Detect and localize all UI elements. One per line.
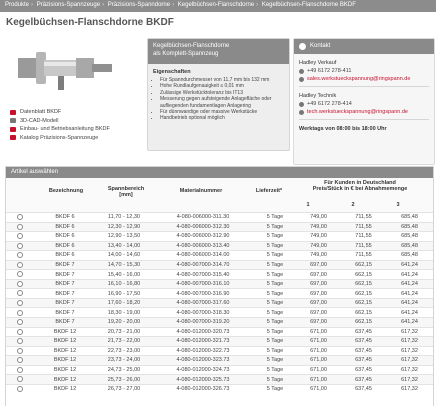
- cell-range: 21,73 - 22,00: [96, 337, 152, 347]
- cell-price-1: 671,00: [296, 375, 341, 385]
- cell-delivery: 5 Tage: [254, 232, 296, 242]
- cell-price-2: 711,55: [341, 222, 386, 232]
- cell-price-3: 617,32: [386, 356, 433, 366]
- link-manual[interactable]: Einbau- und Betriebsanleitung BKDF: [10, 125, 110, 134]
- cell-designation: BKDF 12: [34, 356, 96, 366]
- cell-range: 23,73 - 24,00: [96, 356, 152, 366]
- cell-range: 12,30 - 12,90: [96, 222, 152, 232]
- table-row[interactable]: [6, 260, 433, 270]
- cell-delivery: 5 Tage: [254, 260, 296, 270]
- radio-icon[interactable]: [17, 233, 23, 239]
- select-radio[interactable]: [6, 251, 34, 261]
- col-designation: Bezeichnung: [48, 188, 84, 194]
- select-radio[interactable]: [6, 260, 34, 270]
- radio-icon[interactable]: [17, 224, 23, 230]
- cell-range: 16,90 - 17,50: [96, 289, 152, 299]
- feature-item: aufliegenden fundamentlagen Anlagering: [160, 102, 251, 109]
- cell-article: 4-080-007000-317.60: [152, 298, 254, 308]
- column-headers: [6, 178, 433, 212]
- cell-range: 25,73 - 26,00: [96, 375, 152, 385]
- table-row[interactable]: [6, 241, 433, 251]
- document-links: [10, 108, 110, 142]
- cell-delivery: 5 Tage: [254, 375, 296, 385]
- cell-price-1: 671,00: [296, 365, 341, 375]
- cell-price-1: 697,00: [296, 260, 341, 270]
- cell-price-3: 617,32: [386, 375, 433, 385]
- table-row[interactable]: [6, 318, 433, 328]
- table-row[interactable]: [6, 289, 433, 299]
- divider: [299, 119, 429, 120]
- select-radio[interactable]: [6, 365, 34, 375]
- col-delivery: Lieferzeit*: [255, 188, 283, 194]
- features-list: [148, 77, 289, 122]
- cell-price-1: 671,00: [296, 327, 341, 337]
- cell-price-3: 685,48: [386, 213, 433, 223]
- cell-range: 14,00 - 14,60: [96, 251, 152, 261]
- cell-designation: BKDF 6: [34, 213, 96, 223]
- contact-name: Hadley Verkauf: [299, 60, 337, 66]
- cell-article: 4-080-012000-321.73: [152, 337, 254, 347]
- cell-price-1: 749,00: [296, 241, 341, 251]
- mail-icon: [299, 77, 304, 82]
- cell-price-3: 617,32: [386, 346, 433, 356]
- cell-price-2: 711,55: [341, 232, 386, 242]
- breadcrumb-item[interactable]: Kegelbüchsen-Flanschdorne: [177, 2, 255, 8]
- cell-article: 4-080-006000-312.90: [152, 232, 254, 242]
- table-row[interactable]: [6, 222, 433, 232]
- cell-delivery: 5 Tage: [254, 318, 296, 328]
- cell-price-3: 641,24: [386, 289, 433, 299]
- cell-article: 4-080-006000-314.00: [152, 251, 254, 261]
- cell-designation: BKDF 12: [34, 327, 96, 337]
- cell-article: 4-080-006000-313.40: [152, 241, 254, 251]
- contact-name: Hadley Technik: [299, 93, 337, 99]
- cell-price-2: 637,45: [341, 356, 386, 366]
- select-radio[interactable]: [6, 308, 34, 318]
- table-row[interactable]: [6, 337, 433, 347]
- cell-price-2: 637,45: [341, 375, 386, 385]
- cell-price-2: 637,45: [341, 327, 386, 337]
- page-title: Kegelbüchsen-Flanschdorne BKDF: [6, 17, 174, 28]
- article-table: [5, 166, 434, 406]
- select-radio[interactable]: [6, 327, 34, 337]
- cell-article: 4-080-012000-323.73: [152, 356, 254, 366]
- cell-price-3: 641,24: [386, 279, 433, 289]
- feature-item: • Hohe Rundlaufgenauigkeit ≤ 0,01 mm: [160, 83, 284, 89]
- cell-delivery: 5 Tage: [254, 327, 296, 337]
- cell-designation: BKDF 6: [34, 222, 96, 232]
- cell-designation: BKDF 7: [34, 270, 96, 280]
- radio-icon[interactable]: [17, 252, 23, 258]
- cell-designation: BKDF 7: [34, 318, 96, 328]
- select-radio[interactable]: [6, 337, 34, 347]
- radio-icon[interactable]: [17, 329, 23, 335]
- cell-designation: BKDF 7: [34, 289, 96, 299]
- radio-icon[interactable]: [17, 300, 23, 306]
- cell-delivery: 5 Tage: [254, 384, 296, 393]
- table-row[interactable]: [6, 365, 433, 375]
- table-row[interactable]: [6, 279, 433, 289]
- cell-delivery: 5 Tage: [254, 356, 296, 366]
- cell-article: 4-080-012000-325.73: [152, 375, 254, 385]
- cell-range: 24,73 - 25,00: [96, 365, 152, 375]
- cell-price-3: 641,24: [386, 260, 433, 270]
- radio-icon[interactable]: [17, 338, 23, 344]
- cell-range: 15,40 - 16,00: [96, 270, 152, 280]
- radio-icon[interactable]: [17, 367, 23, 373]
- radio-icon[interactable]: [17, 348, 23, 354]
- cell-price-1: 697,00: [296, 279, 341, 289]
- cell-designation: BKDF 7: [34, 308, 96, 318]
- cell-price-3: 617,32: [386, 384, 433, 393]
- col-range: Spannbereich [mm]: [107, 186, 145, 198]
- cell-price-2: 662,15: [341, 270, 386, 280]
- select-radio[interactable]: [6, 222, 34, 232]
- cell-designation: BKDF 12: [34, 384, 96, 393]
- cell-price-3: 641,24: [386, 308, 433, 318]
- mail-icon: [299, 110, 304, 115]
- pdf-icon: [10, 135, 16, 140]
- cell-article: 4-080-007000-315.40: [152, 270, 254, 280]
- contact-email[interactable]: sales.werkstueckspannung@ringspann.de: [307, 76, 411, 82]
- cell-designation: BKDF 7: [34, 260, 96, 270]
- cell-delivery: 5 Tage: [254, 251, 296, 261]
- table-row[interactable]: [6, 327, 433, 337]
- breadcrumb-bar: [0, 0, 436, 12]
- pdf-icon: [10, 127, 16, 132]
- radio-icon[interactable]: [17, 319, 23, 325]
- cell-article: 4-080-006000-311.30: [152, 213, 254, 223]
- cube-icon: [10, 118, 16, 123]
- cell-designation: BKDF 7: [34, 279, 96, 289]
- cell-range: 18,30 - 19,00: [96, 308, 152, 318]
- table-row[interactable]: [6, 213, 433, 223]
- contact-panel: [293, 38, 435, 165]
- radio-icon[interactable]: [17, 290, 23, 296]
- cell-price-1: 697,00: [296, 270, 341, 280]
- contact-hours: Werktags von 08:00 bis 18:00 Uhr: [299, 126, 387, 132]
- contact-header: Kontakt: [294, 39, 434, 54]
- features-panel: [147, 38, 290, 151]
- cell-article: 4-080-007000-319.20: [152, 318, 254, 328]
- table-header: Artikel auswählen: [6, 167, 433, 178]
- cell-designation: BKDF 12: [34, 365, 96, 375]
- cell-price-2: 637,45: [341, 346, 386, 356]
- feature-item: • Zulässige Werkstücktoleranz bis IT13: [160, 90, 284, 96]
- cell-price-1: 749,00: [296, 213, 341, 223]
- cell-delivery: 5 Tage: [254, 308, 296, 318]
- contact-icon: [299, 43, 306, 50]
- cell-price-3: 685,48: [386, 251, 433, 261]
- link-datasheet[interactable]: Datenblatt BKDF: [10, 108, 110, 117]
- cell-range: 19,20 - 20,00: [96, 318, 152, 328]
- select-radio[interactable]: [6, 289, 34, 299]
- cell-price-2: 662,15: [341, 298, 386, 308]
- select-radio[interactable]: [6, 346, 34, 356]
- cell-designation: BKDF 7: [34, 298, 96, 308]
- table-row[interactable]: [6, 308, 433, 318]
- cell-price-3: 685,48: [386, 241, 433, 251]
- cell-price-1: 671,00: [296, 337, 341, 347]
- cell-price-2: 711,55: [341, 213, 386, 223]
- breadcrumb-item: Kegelbüchsen-Flanschdorne BKDF: [261, 2, 356, 8]
- radio-icon[interactable]: [17, 262, 23, 268]
- radio-icon[interactable]: [17, 386, 23, 392]
- cell-price-1: 749,00: [296, 222, 341, 232]
- cell-article: 4-080-007000-316.10: [152, 279, 254, 289]
- feature-item: • Für dünnwandige oder massive Werkstücke: [160, 109, 284, 115]
- cell-price-2: 637,45: [341, 365, 386, 375]
- features-header: Kegelbüchsen-Flanschdorne als Komplett-Spannzeug: [148, 39, 289, 64]
- cell-price-2: 662,15: [341, 279, 386, 289]
- cell-delivery: 5 Tage: [254, 222, 296, 232]
- cell-article: 4-080-006000-312.30: [152, 222, 254, 232]
- breadcrumb-item[interactable]: Produkte: [5, 2, 30, 8]
- breadcrumb: Produkte › Präzisions-Spannzeuge › Präzisions-Spanndorne › Kegelbüchsen-Flanschdorne › Kegelbüchsen-Flanschdorne BKDF: [5, 2, 356, 8]
- select-radio[interactable]: [6, 356, 34, 366]
- article-rows: [6, 212, 433, 393]
- link-3d-cad[interactable]: 3D-CAD-Modell: [10, 117, 110, 126]
- select-radio[interactable]: [6, 298, 34, 308]
- cell-range: 20,73 - 21,00: [96, 327, 152, 337]
- cell-article: 4-080-012000-320.73: [152, 327, 254, 337]
- radio-icon[interactable]: [17, 376, 23, 382]
- cell-article: 4-080-007000-316.90: [152, 289, 254, 299]
- cell-designation: BKDF 12: [34, 375, 96, 385]
- cell-range: 16,10 - 16,80: [96, 279, 152, 289]
- cell-range: 22,73 - 23,00: [96, 346, 152, 356]
- table-row[interactable]: [6, 384, 433, 393]
- cell-designation: BKDF 12: [34, 337, 96, 347]
- product-image: [16, 40, 116, 102]
- qty-2: 2: [351, 202, 355, 208]
- cell-range: 12,90 - 13,50: [96, 232, 152, 242]
- features-title: Eigenschaften: [153, 69, 191, 75]
- radio-icon[interactable]: [17, 310, 23, 316]
- select-radio[interactable]: [6, 270, 34, 280]
- cell-delivery: 5 Tage: [254, 279, 296, 289]
- select-radio[interactable]: [6, 213, 34, 223]
- pdf-icon: [10, 110, 16, 115]
- contact-email[interactable]: tech.werkstueckspannung@ringspann.de: [307, 109, 408, 115]
- cell-delivery: 5 Tage: [254, 213, 296, 223]
- table-row[interactable]: [6, 232, 433, 242]
- contact-phone[interactable]: +49 6172 278-411: [307, 68, 352, 74]
- select-radio[interactable]: [6, 384, 34, 393]
- cell-delivery: 5 Tage: [254, 241, 296, 251]
- breadcrumb-item[interactable]: Präzisions-Spanndorne: [107, 2, 171, 8]
- cell-price-2: 662,15: [341, 289, 386, 299]
- cell-price-1: 671,00: [296, 356, 341, 366]
- cell-delivery: 5 Tage: [254, 289, 296, 299]
- breadcrumb-item[interactable]: Präzisions-Spannzeuge: [36, 2, 101, 8]
- feature-item: • Für Spanndurchmesser von 11,7 mm bis 132 mm: [160, 77, 284, 83]
- cell-price-3: 641,24: [386, 318, 433, 328]
- cell-price-3: 685,48: [386, 232, 433, 242]
- cell-price-3: 685,48: [386, 222, 433, 232]
- cell-article: 4-080-007000-318.30: [152, 308, 254, 318]
- cell-article: 4-080-007000-314.70: [152, 260, 254, 270]
- radio-icon[interactable]: [17, 243, 23, 249]
- phone-icon: [299, 102, 304, 107]
- cell-range: 17,60 - 18,20: [96, 298, 152, 308]
- cell-price-2: 637,45: [341, 337, 386, 347]
- cell-designation: BKDF 6: [34, 232, 96, 242]
- cell-delivery: 5 Tage: [254, 270, 296, 280]
- table-row[interactable]: [6, 270, 433, 280]
- cell-designation: BKDF 6: [34, 251, 96, 261]
- qty-3: 3: [396, 202, 400, 208]
- radio-icon[interactable]: [17, 281, 23, 287]
- cell-price-1: 749,00: [296, 232, 341, 242]
- table-row[interactable]: [6, 375, 433, 385]
- cell-price-1: 749,00: [296, 251, 341, 261]
- cell-price-1: 697,00: [296, 318, 341, 328]
- contact-phone[interactable]: +49 6172 278-414: [307, 101, 352, 107]
- cell-price-2: 637,45: [341, 384, 386, 393]
- table-row[interactable]: [6, 346, 433, 356]
- link-catalog[interactable]: Katalog Präzisions-Spannzeuge: [10, 134, 110, 143]
- cell-price-2: 662,15: [341, 318, 386, 328]
- feature-item: • Handbetrieb optional möglich: [160, 115, 284, 121]
- cell-price-3: 617,32: [386, 365, 433, 375]
- cell-range: 14,70 - 15,30: [96, 260, 152, 270]
- cell-range: 13,40 - 14,00: [96, 241, 152, 251]
- cell-article: 4-080-012000-322.73: [152, 346, 254, 356]
- cell-designation: BKDF 6: [34, 241, 96, 251]
- radio-icon[interactable]: [17, 271, 23, 277]
- cell-delivery: 5 Tage: [254, 298, 296, 308]
- cell-price-3: 617,32: [386, 327, 433, 337]
- cell-article: 4-080-012000-324.73: [152, 365, 254, 375]
- select-radio[interactable]: [6, 318, 34, 328]
- cell-article: 4-080-012000-326.73: [152, 384, 254, 393]
- cell-price-3: 617,32: [386, 337, 433, 347]
- select-radio[interactable]: [6, 375, 34, 385]
- col-price: Für Kunden in Deutschland Preis/Stück in € bei Abnahmemenge: [312, 180, 408, 192]
- select-radio[interactable]: [6, 241, 34, 251]
- cell-designation: BKDF 12: [34, 346, 96, 356]
- feature-item: • Messerung gegen aufsteigende Anlagefläche oder: [160, 96, 284, 102]
- radio-icon[interactable]: [17, 357, 23, 363]
- table-row[interactable]: [6, 251, 433, 261]
- cell-range: 11,70 - 12,30: [96, 213, 152, 223]
- cell-price-2: 711,55: [341, 251, 386, 261]
- select-radio[interactable]: [6, 232, 34, 242]
- cell-price-2: 711,55: [341, 241, 386, 251]
- phone-icon: [299, 69, 304, 74]
- cell-delivery: 5 Tage: [254, 365, 296, 375]
- cell-price-1: 697,00: [296, 289, 341, 299]
- table-row[interactable]: [6, 356, 433, 366]
- select-radio[interactable]: [6, 279, 34, 289]
- cell-range: 26,73 - 27,00: [96, 384, 152, 393]
- radio-icon[interactable]: [17, 214, 23, 220]
- cell-delivery: 5 Tage: [254, 346, 296, 356]
- cell-price-1: 697,00: [296, 308, 341, 318]
- cell-price-1: 671,00: [296, 384, 341, 393]
- cell-price-1: 671,00: [296, 346, 341, 356]
- cell-price-1: 697,00: [296, 298, 341, 308]
- divider: [299, 86, 429, 87]
- cell-delivery: 5 Tage: [254, 337, 296, 347]
- table-row[interactable]: [6, 298, 433, 308]
- qty-1: 1: [306, 202, 310, 208]
- cell-price-2: 662,15: [341, 260, 386, 270]
- cell-price-2: 662,15: [341, 308, 386, 318]
- cell-price-3: 641,24: [386, 298, 433, 308]
- col-article: Materialnummer: [179, 188, 223, 194]
- cell-price-3: 641,24: [386, 270, 433, 280]
